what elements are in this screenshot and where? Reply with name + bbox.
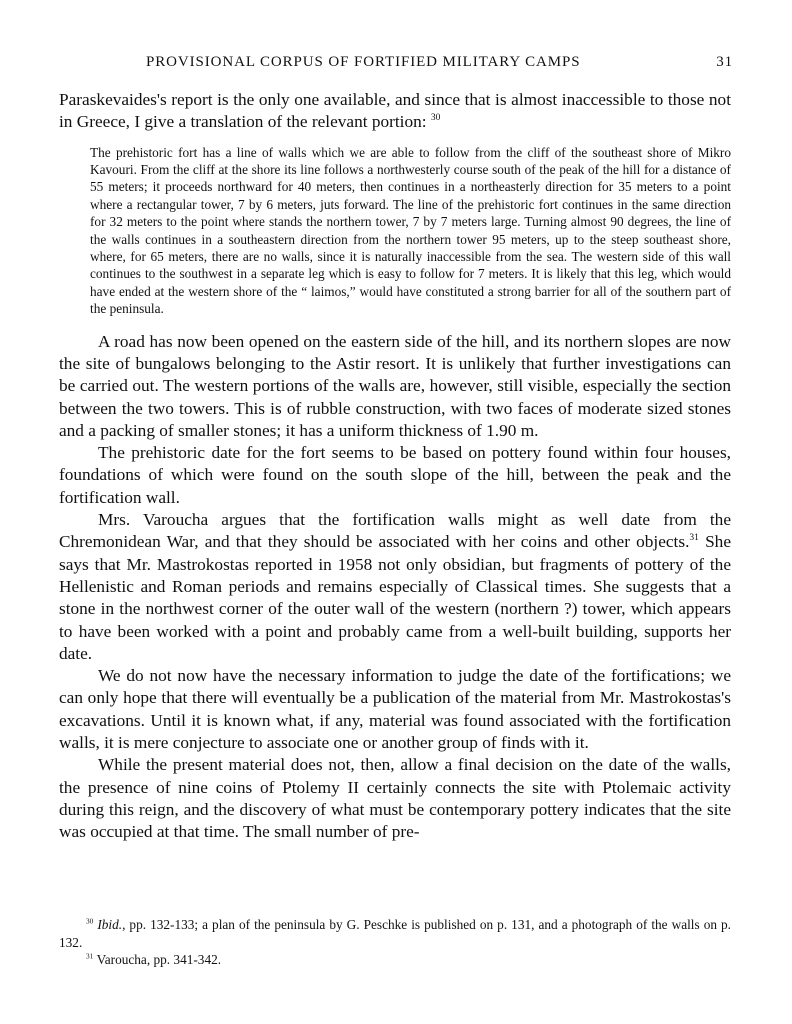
footnote-italic-ref: Ibid. xyxy=(97,917,123,932)
footnote-31 xyxy=(59,951,731,969)
paragraph-conclusion: While the present material does not, then, allow a final decision on the date of the walls, the presence of nine coins of Ptolemy II certainly connects the site with Ptolemaic activity during this reign, and the discovery of what must be contemporary pottery indicates that the site was occupied at that time. The small number of pre- xyxy=(59,755,731,842)
body-text xyxy=(59,89,731,843)
running-title: PROVISIONAL CORPUS OF FORTIFIED MILITARY CAMPS xyxy=(146,54,581,70)
footnote-number: 30 xyxy=(86,916,94,926)
footnote-text: Varoucha, pp. 341-342. xyxy=(96,952,222,968)
varoucha-text-b: She says that Mr. Mastrokostas reported in 1958 not only obsidian, but fragments of pottery of the Hellenistic and Roman periods and remains especially of Classical times. She suggests that a stone in the northwest corner of the outer wall of the western (northern ?) tower, which appears to have been worked with a point and probably came from a well-built building, supports her date. xyxy=(59,532,731,663)
paragraph-information: We do not now have the necessary information to judge the date of the fortifications; we can only hope that there will eventually be a publication of the material from Mr. Mastrokostas's excavations. Until it is known what, if any, material was found associated with the fortification walls, it is mere conjecture to associate one or another group of finds with it. xyxy=(59,666,731,752)
footnotes xyxy=(59,916,731,969)
footnote-number: 31 xyxy=(86,951,94,961)
footnote-text: , pp. 132-133; a plan of the peninsula by G. Peschke is published on p. 131, and a photograph of the walls on p. 132. xyxy=(59,917,731,950)
paragraph-varoucha xyxy=(59,509,731,665)
footnote-ref-31: 31 xyxy=(689,533,699,544)
block-quote: The prehistoric fort has a line of walls which we are able to follow from the cliff of the southeast shore of Mikro Kavouri. From the cliff at the shore its line follows a northwesterly course south of the peak of the hill for a distance of 55 meters; it proceeds northward for 40 meters, then continues in a northeasterly direction for 35 meters to a point where a rectangular tower, 7 by 6 meters, juts forward. The line of the prehistoric fort continues in the same direction for 32 meters to the point where stands the northern tower, 7 by 7 meters large. Turning almost 90 degrees, the line of the walls continues in a southeastern direction from the northern tower 95 meters, up to the steep southeast shore, where, for 65 meters, there are no walls, since it is naturally inaccessible from the sea. The western side of this wall continues to the southwest in a separate leg which is easy to follow for 7 meters. It is likely that this leg, which would have ended at the western shore of the “ laimos,” would have constituted a strong barrier for all of the southern part of the peninsula. xyxy=(90,144,731,317)
footnote-30 xyxy=(59,916,731,951)
footnote-ref-30: 30 xyxy=(430,113,441,124)
paragraph-road: A road has now been opened on the eastern side of the hill, and its northern slopes are now the site of bungalows belonging to the Astir resort. It is unlikely that further investigations can be carried out. The western portions of the walls are, however, still visible, especially the section between the two towers. This is of rubble construction, with two faces of moderate sized stones and a packing of smaller stones; it has a uniform thickness of 1.90 m. xyxy=(59,331,731,440)
varoucha-text-a: Mrs. Varoucha argues that the fortification walls might as well date from the Chremonidean War, and that they should be associated with her coins and other objects. xyxy=(59,510,731,552)
intro-paragraph xyxy=(59,89,731,134)
intro-text: Paraskevaides's report is the only one available, and since that is almost inaccessible to those not in Greece, I give a translation of the relevant portion: xyxy=(59,90,731,132)
paragraph-prehistoric-date: The prehistoric date for the fort seems to be based on pottery found within four houses, foundations of which were found on the south slope of the hill, between the peak and the fortification wall. xyxy=(59,443,731,507)
page-number: 31 xyxy=(716,54,733,70)
